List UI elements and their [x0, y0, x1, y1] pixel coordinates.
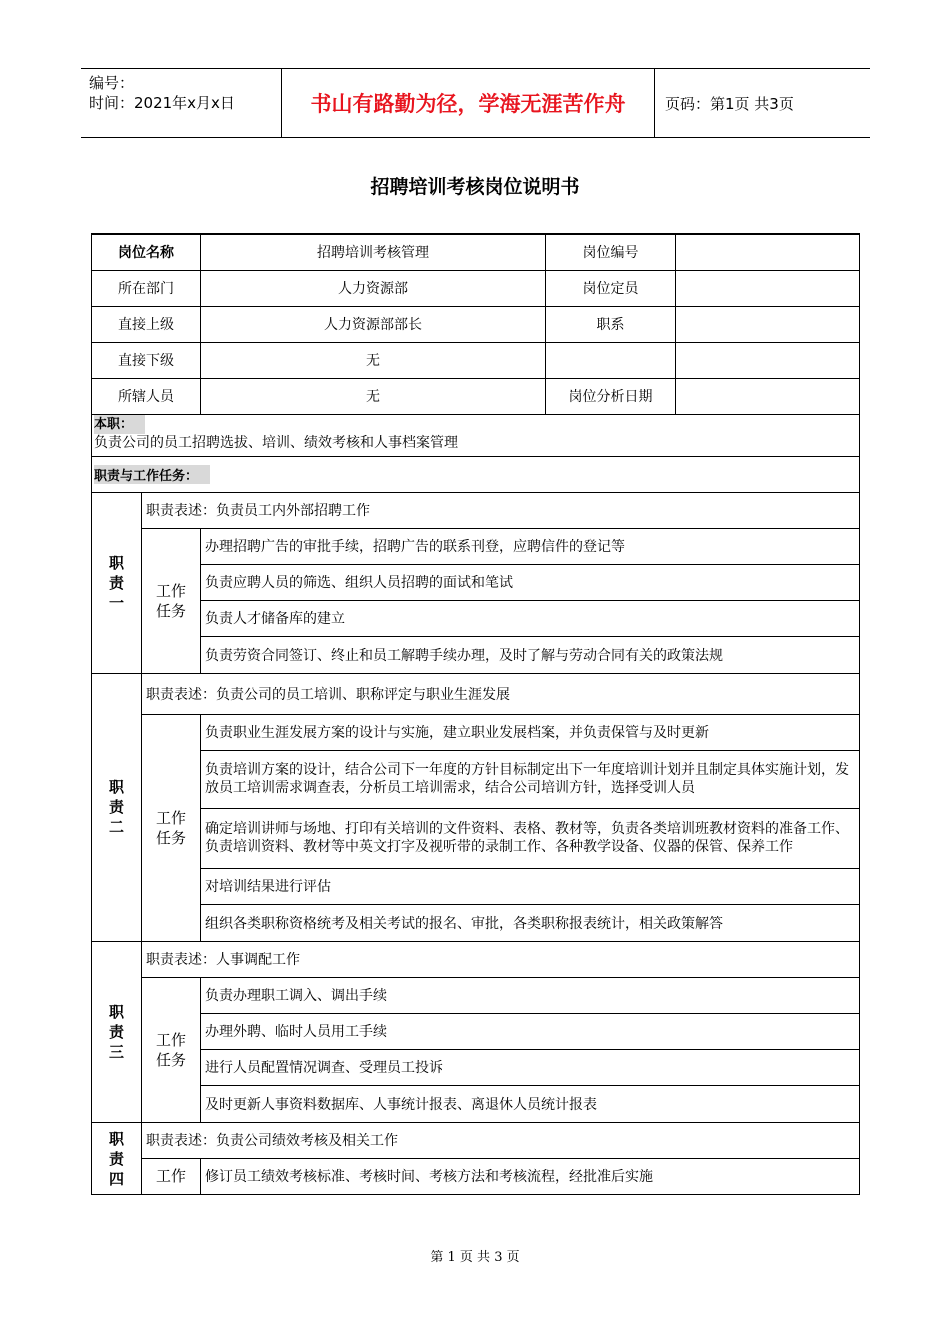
- info-value: [676, 378, 860, 414]
- task-item: 负责办理职工调入、调出手续: [201, 977, 860, 1013]
- work-task-label: [142, 528, 201, 673]
- task-item: 对培训结果进行评估: [201, 868, 860, 904]
- duty-label-text: 职责四: [108, 1129, 124, 1188]
- header-page-info: 页码：第1页 共3页: [665, 94, 794, 113]
- info-row: [92, 342, 860, 378]
- header-motto: 书山有路勤为径，学海无涯苦作舟: [281, 69, 655, 137]
- duties-header-row: [92, 456, 860, 492]
- task-item: 组织各类职称资格统考及相关考试的报名、审批，各类职称报表统计，相关政策解答: [201, 904, 860, 941]
- info-row: [92, 306, 860, 342]
- doc-number-label: 编号：: [89, 74, 135, 92]
- info-value: [676, 234, 860, 270]
- job-description-table: [91, 233, 860, 1195]
- info-label: 职系: [546, 306, 676, 342]
- info-label: 岗位编号: [546, 234, 676, 270]
- info-label: [546, 342, 676, 378]
- info-row: [92, 378, 860, 414]
- summary-row: [92, 414, 860, 456]
- work-task-label-text: 工作任务: [155, 581, 186, 620]
- task-item: 办理外聘、临时人员用工手续: [201, 1013, 860, 1049]
- task-row: [92, 904, 860, 941]
- duty-label-text: 职责一: [108, 553, 124, 612]
- duty-label: [92, 492, 142, 673]
- info-row: [92, 234, 860, 270]
- task-item: 确定培训讲师与场地、打印有关培训的文件资料、表格、教材等，负责各类培训班教材资料的准备工作、负责培训资料、教材等中英文打字及视听带的录制工作、各种教学设备、仪器的保管、保养工作: [201, 808, 860, 868]
- task-row: [92, 977, 860, 1013]
- summary-text: 负责公司的员工招聘选拔、培训、绩效考核和人事档案管理: [94, 434, 458, 451]
- task-item: 及时更新人事资料数据库、人事统计报表、离退休人员统计报表: [201, 1085, 860, 1122]
- info-label: 直接下级: [92, 342, 201, 378]
- duty-label-text: 职责二: [108, 778, 124, 836]
- duty-desc-row: [92, 1122, 860, 1158]
- info-label: 岗位分析日期: [546, 378, 676, 414]
- info-label: 所在部门: [92, 270, 201, 306]
- info-value: [676, 270, 860, 306]
- info-value: 无: [201, 378, 546, 414]
- page-header: [81, 68, 870, 138]
- duty-description: 职责表述：负责公司的员工培训、职称评定与职业生涯发展: [142, 673, 860, 714]
- duty-label: [92, 673, 142, 941]
- work-task-label: [142, 714, 201, 941]
- summary-cell: [92, 414, 860, 456]
- task-row: [92, 868, 860, 904]
- task-item: 负责应聘人员的筛选、组织人员招聘的面试和笔试: [201, 564, 860, 600]
- info-value: 无: [201, 342, 546, 378]
- task-row: [92, 808, 860, 868]
- duty-desc-row: [92, 673, 860, 714]
- task-row: [92, 600, 860, 636]
- work-task-label: 工作: [142, 1158, 201, 1194]
- info-value: [676, 342, 860, 378]
- duty-label-text: 职责三: [108, 1002, 124, 1061]
- task-item: 负责培训方案的设计，结合公司下一年度的方针目标制定出下一年度培训计划并且制定具体实施计划，发放员工培训需求调查表，分析员工培训需求，结合公司培训方针，选择受训人员: [201, 750, 860, 808]
- task-row: [92, 750, 860, 808]
- task-row: [92, 1158, 860, 1194]
- document-title: 招聘培训考核岗位说明书: [370, 176, 580, 198]
- doc-date-label: 时间：2021年x月x日: [89, 94, 235, 112]
- info-label: 岗位定员: [546, 270, 676, 306]
- info-label: 直接上级: [92, 306, 201, 342]
- duty-description: 职责表述：人事调配工作: [142, 941, 860, 977]
- task-item: 进行人员配置情况调查、受理员工投诉: [201, 1049, 860, 1085]
- duties-header-cell: [92, 456, 860, 492]
- info-value: 人力资源部: [201, 270, 546, 306]
- info-label: 所辖人员: [92, 378, 201, 414]
- duty-label: [92, 1122, 142, 1194]
- info-label: 岗位名称: [92, 234, 201, 270]
- duties-label: 职责与工作任务：: [94, 465, 210, 484]
- task-item: 负责劳资合同签订、终止和员工解聘手续办理，及时了解与劳动合同有关的政策法规: [201, 636, 860, 673]
- task-row: [92, 528, 860, 564]
- task-item: 修订员工绩效考核标准、考核时间、考核方法和考核流程，经批准后实施: [201, 1158, 860, 1194]
- work-task-label-text: 工作任务: [155, 808, 186, 847]
- duty-description: 职责表述：负责员工内外部招聘工作: [142, 492, 860, 528]
- work-task-label-text: 工作任务: [155, 1030, 186, 1069]
- task-item: 负责职业生涯发展方案的设计与实施，建立职业发展档案，并负责保管与及时更新: [201, 714, 860, 750]
- summary-label: 本职：: [94, 415, 145, 434]
- work-task-label: [142, 977, 201, 1122]
- duty-label: [92, 941, 142, 1122]
- task-row: [92, 1085, 860, 1122]
- task-row: [92, 1013, 860, 1049]
- task-row: [92, 1049, 860, 1085]
- duty-desc-row: [92, 492, 860, 528]
- info-value: [676, 306, 860, 342]
- task-item: 办理招聘广告的审批手续，招聘广告的联系刊登，应聘信件的登记等: [201, 528, 860, 564]
- duty-description: 职责表述：负责公司绩效考核及相关工作: [142, 1122, 860, 1158]
- header-meta: [81, 69, 281, 137]
- task-item: 负责人才储备库的建立: [201, 600, 860, 636]
- info-value: 招聘培训考核管理: [201, 234, 546, 270]
- page-footer: 第 1 页 共 3 页: [430, 1250, 520, 1265]
- task-row: [92, 636, 860, 673]
- info-value: 人力资源部部长: [201, 306, 546, 342]
- task-row: [92, 714, 860, 750]
- task-row: [92, 564, 860, 600]
- duty-desc-row: [92, 941, 860, 977]
- info-row: [92, 270, 860, 306]
